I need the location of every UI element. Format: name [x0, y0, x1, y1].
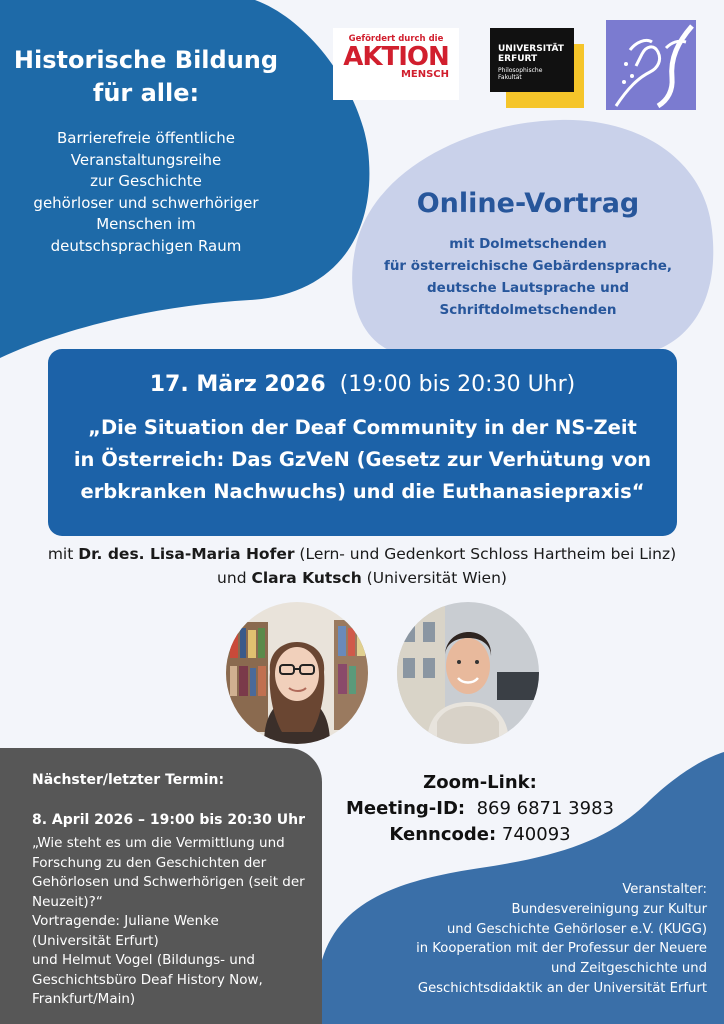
- next-event-line: Frankfurt/Main): [32, 991, 136, 1007]
- organizer-line: Bundesvereinigung zur Kultur: [511, 901, 707, 917]
- zoom-block: [340, 770, 620, 848]
- next-event-details: [32, 834, 322, 1010]
- organizer-line: Veranstalter:: [622, 882, 707, 897]
- next-event-line: Forschung zu den Geschichten der: [32, 854, 267, 871]
- speaker2-affiliation: (Universität Wien): [361, 569, 507, 587]
- event-datetime: [48, 372, 677, 397]
- intro-desc-line: zur Geschichte: [90, 172, 202, 190]
- speakers-prefix: mit: [47, 545, 79, 563]
- next-event-line: Gehörlosen und Schwerhörigen (seit der: [32, 874, 305, 890]
- next-event-date: 8. April 2026 – 19:00 bis 20:30 Uhr: [32, 812, 306, 828]
- online-line: mit Dolmetschenden: [449, 236, 607, 252]
- next-event-box: [0, 748, 322, 1024]
- speaker1-photo: [226, 602, 368, 744]
- aktion-top-text: Gefördert durch die: [348, 34, 444, 44]
- speaker1-photo-image: [226, 602, 368, 744]
- event-title: [48, 412, 677, 508]
- online-line: deutsche Lautsprache und: [427, 280, 629, 296]
- online-title: Online-Vortrag: [416, 188, 640, 219]
- event-title-line: in Österreich: Das GzVeN (Gesetz zur Verhütung von: [73, 448, 652, 471]
- intro-desc-line: Menschen im: [96, 215, 196, 233]
- kugg-logo: [606, 20, 696, 110]
- uni-line3: Philosophische: [498, 67, 543, 74]
- zoom-meeting-row: [340, 796, 620, 822]
- uni-logo-black-block: [490, 28, 574, 92]
- uni-line1: UNIVERSITÄT: [498, 44, 564, 54]
- next-event-line: Geschichtsbüro Deaf History Now,: [32, 971, 263, 988]
- aktion-main-text: AKTION: [343, 42, 449, 72]
- event-date: 17. März 2026: [149, 372, 326, 397]
- speaker2-photo-image: [397, 602, 539, 744]
- online-subtitle: [378, 233, 678, 321]
- organizer-line: und Zeitgeschichte und: [550, 961, 707, 977]
- intro-desc-line: deutschsprachigen Raum: [50, 236, 242, 255]
- organizer-line: in Kooperation mit der Professur der Neuere: [416, 941, 707, 957]
- event-time: (19:00 bis 20:30 Uhr): [339, 372, 576, 397]
- online-talk-block: [378, 188, 678, 321]
- speaker1-name: Dr. des. Lisa-Maria Hofer: [78, 545, 295, 563]
- organizer-line: Geschichtsdidaktik an der Universität Erfurt: [417, 980, 707, 996]
- kugg-hands-icon: [606, 20, 696, 110]
- intro-title-line1: Historische Bildung: [13, 46, 279, 74]
- zoom-meeting-id: 869 6871 3983: [476, 798, 614, 819]
- zoom-title: Zoom-Link:: [423, 772, 537, 793]
- zoom-code-row: [340, 822, 620, 848]
- next-event-label: Nächster/letzter Termin:: [32, 772, 225, 788]
- uni-line2: ERFURT: [498, 54, 538, 64]
- uni-line4: Fakultät: [498, 74, 522, 81]
- intro-desc-line: Barrierefreie öffentliche: [57, 129, 235, 147]
- event-title-line: „Die Situation der Deaf Community in der NS-Zeit: [88, 416, 637, 439]
- organizer-line: und Geschichte Gehörloser e.V. (KUGG): [446, 921, 707, 937]
- intro-description: [8, 128, 284, 257]
- next-event-line: Neuzeit)?“: [32, 893, 103, 910]
- next-event-line: „Wie steht es um die Vermittlung und: [32, 835, 285, 851]
- next-event-line: und Helmut Vogel (Bildungs- und: [32, 952, 255, 968]
- speaker2-name: Clara Kutsch: [251, 569, 362, 587]
- online-line: Schriftdolmetschenden: [439, 302, 617, 318]
- intro-block: [8, 44, 284, 257]
- next-event-line: Vortragende: Juliane Wenke: [32, 913, 219, 929]
- aktion-mensch-logo: [333, 28, 459, 100]
- intro-desc-line: gehörloser und schwerhöriger: [33, 193, 259, 212]
- zoom-code-label: Kenncode:: [389, 824, 497, 845]
- zoom-meeting-label: Meeting-ID:: [346, 798, 466, 819]
- universitaet-erfurt-logo: [490, 28, 586, 108]
- speakers-text: [40, 542, 684, 590]
- organizer-block: [367, 880, 707, 999]
- intro-desc-line: Veranstaltungsreihe: [70, 150, 222, 169]
- speaker1-affiliation: (Lern- und Gedenkort Schloss Hartheim bei Linz) und: [217, 545, 677, 587]
- event-box: [48, 349, 677, 536]
- intro-title-line2: für alle:: [92, 79, 200, 107]
- aktion-sub-text: MENSCH: [400, 69, 449, 80]
- next-event-line: (Universität Erfurt): [32, 932, 159, 949]
- zoom-code: 740093: [501, 824, 571, 845]
- speaker2-photo: [397, 602, 539, 744]
- event-title-line: erbkranken Nachwuchs) und die Euthanasiepraxis“: [80, 480, 645, 503]
- online-line: für österreichische Gebärdensprache,: [383, 258, 673, 274]
